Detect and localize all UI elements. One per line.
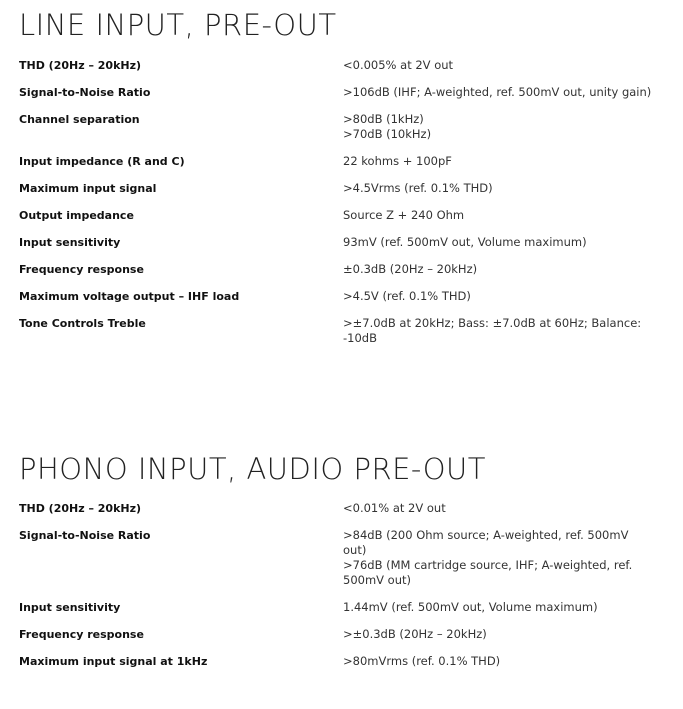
spec-value bbox=[343, 208, 653, 223]
spec-list bbox=[19, 58, 669, 346]
spec-row bbox=[19, 600, 669, 615]
spec-row bbox=[19, 112, 669, 142]
spec-section-line-input bbox=[19, 8, 669, 346]
spec-label: Signal-to-Noise Ratio bbox=[19, 529, 151, 542]
spec-section-phono-input bbox=[19, 452, 669, 669]
spec-label: Maximum voltage output – IHF load bbox=[19, 290, 240, 303]
spec-value-line: Source Z + 240 Ohm bbox=[343, 208, 465, 222]
spec-value-line: >70dB (10kHz) bbox=[343, 127, 432, 141]
spec-value bbox=[343, 85, 653, 100]
spec-value-line: 93mV (ref. 500mV out, Volume maximum) bbox=[343, 235, 587, 249]
spec-value bbox=[343, 289, 653, 304]
spec-label: THD (20Hz – 20kHz) bbox=[19, 502, 142, 515]
spec-value-line: >±0.3dB (20Hz – 20kHz) bbox=[343, 627, 487, 641]
spec-label: Frequency response bbox=[19, 628, 144, 641]
spec-value-line: <0.005% at 2V out bbox=[343, 58, 454, 72]
spec-row bbox=[19, 154, 669, 169]
spec-row bbox=[19, 316, 669, 346]
spec-label: Signal-to-Noise Ratio bbox=[19, 86, 151, 99]
spec-row bbox=[19, 208, 669, 223]
spec-value bbox=[343, 528, 653, 588]
spec-value bbox=[343, 627, 653, 642]
spec-value-line: <0.01% at 2V out bbox=[343, 501, 446, 515]
spec-row bbox=[19, 181, 669, 196]
spec-value-line: >4.5Vrms (ref. 0.1% THD) bbox=[343, 181, 493, 195]
spec-label: Output impedance bbox=[19, 209, 134, 222]
spec-value-line: 22 kohms + 100pF bbox=[343, 154, 452, 168]
spec-value bbox=[343, 181, 653, 196]
spec-row bbox=[19, 627, 669, 642]
spec-label: Input sensitivity bbox=[19, 601, 121, 614]
spec-value-line: >80mVrms (ref. 0.1% THD) bbox=[343, 654, 501, 668]
section-title: PHONO INPUT, AUDIO PRE-OUT bbox=[19, 452, 486, 486]
spec-value bbox=[343, 654, 653, 669]
spec-value-line: 1.44mV (ref. 500mV out, Volume maximum) bbox=[343, 600, 598, 614]
section-title: LINE INPUT, PRE-OUT bbox=[19, 8, 337, 42]
spec-row bbox=[19, 528, 669, 588]
spec-value-line: >106dB (IHF; A-weighted, ref. 500mV out, unity gain) bbox=[343, 85, 652, 99]
spec-row bbox=[19, 262, 669, 277]
spec-row bbox=[19, 58, 669, 73]
spec-value-line: ±0.3dB (20Hz – 20kHz) bbox=[343, 262, 478, 276]
spec-value-line: >84dB (200 Ohm source; A-weighted, ref. 500mV out) bbox=[343, 528, 629, 557]
spec-label: Input impedance (R and C) bbox=[19, 155, 185, 168]
spec-label: Input sensitivity bbox=[19, 236, 121, 249]
spec-label: Maximum input signal at 1kHz bbox=[19, 655, 208, 668]
spec-value bbox=[343, 154, 653, 169]
spec-row bbox=[19, 289, 669, 304]
spec-value bbox=[343, 501, 653, 516]
spec-label: THD (20Hz – 20kHz) bbox=[19, 59, 142, 72]
spec-value bbox=[343, 112, 653, 142]
spec-value-line: >±7.0dB at 20kHz; Bass: ±7.0dB at 60Hz; Balance: -10dB bbox=[343, 316, 642, 345]
spec-label: Tone Controls Treble bbox=[19, 317, 146, 330]
spec-value bbox=[343, 600, 653, 615]
spec-value bbox=[343, 58, 653, 73]
spec-list bbox=[19, 501, 669, 669]
spec-value-line: >76dB (MM cartridge source, IHF; A-weighted, ref. 500mV out) bbox=[343, 558, 633, 587]
spec-value-line: >80dB (1kHz) bbox=[343, 112, 424, 126]
spec-row bbox=[19, 85, 669, 100]
spec-row bbox=[19, 235, 669, 250]
spec-label: Maximum input signal bbox=[19, 182, 157, 195]
spec-row bbox=[19, 501, 669, 516]
spec-value bbox=[343, 235, 653, 250]
spec-value bbox=[343, 262, 653, 277]
spec-label: Frequency response bbox=[19, 263, 144, 276]
spec-value-line: >4.5V (ref. 0.1% THD) bbox=[343, 289, 471, 303]
spec-row bbox=[19, 654, 669, 669]
spec-value bbox=[343, 316, 653, 346]
spec-label: Channel separation bbox=[19, 113, 140, 126]
